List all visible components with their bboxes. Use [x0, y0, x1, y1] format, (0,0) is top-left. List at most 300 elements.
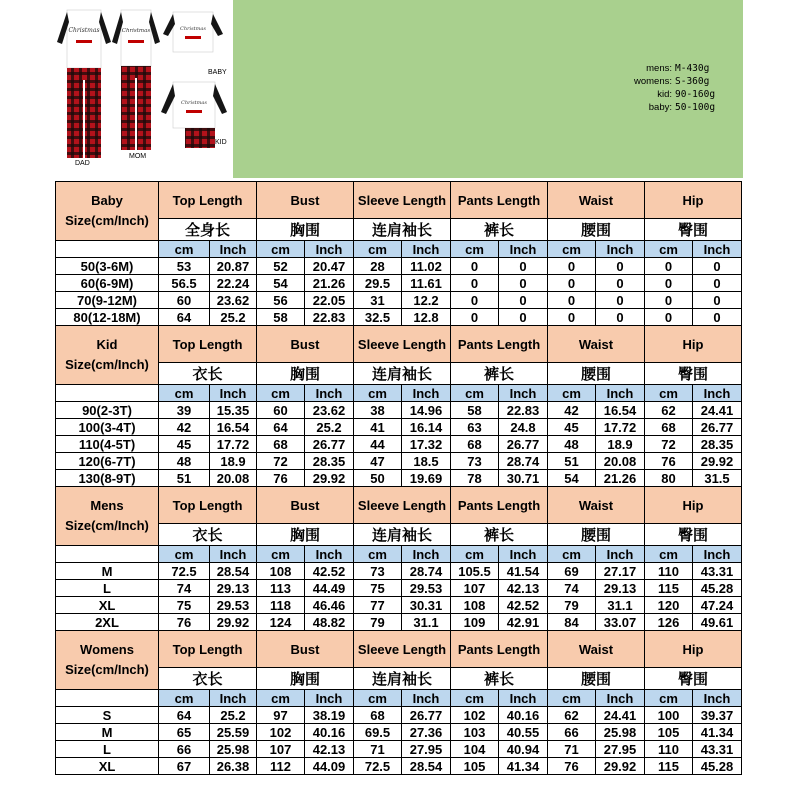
size-label: 90(2-3T) [56, 402, 159, 419]
unit-label: cm [354, 690, 402, 707]
measurement-value: 45.28 [693, 580, 742, 597]
weight-value: S-360g [675, 76, 710, 87]
unit-row-spacer [56, 241, 159, 258]
measurement-value: 97 [257, 707, 305, 724]
measurement-value: 102 [451, 707, 499, 724]
measurement-value: 0 [451, 258, 499, 275]
measurement-value: 69 [548, 563, 596, 580]
measurement-value: 66 [548, 724, 596, 741]
unit-label: cm [257, 241, 305, 258]
measurement-value: 21.26 [305, 275, 354, 292]
measurement-value: 0 [451, 275, 499, 292]
measurement-value: 0 [499, 292, 548, 309]
column-header: Waist [548, 631, 645, 668]
measurement-value: 73 [354, 563, 402, 580]
size-label: L [56, 580, 159, 597]
measurement-value: 40.16 [499, 707, 548, 724]
unit-label: cm [257, 690, 305, 707]
measurement-value: 42 [548, 402, 596, 419]
table-row [56, 580, 742, 597]
dad-shirt-print: Christmas [68, 27, 100, 34]
size-label: M [56, 563, 159, 580]
measurement-value: 126 [645, 614, 693, 631]
unit-label: Inch [210, 385, 257, 402]
measurement-value: 0 [693, 292, 742, 309]
measurement-value: 68 [257, 436, 305, 453]
table-row [56, 741, 742, 758]
column-header: Waist [548, 326, 645, 363]
measurement-value: 22.24 [210, 275, 257, 292]
size-label: M [56, 724, 159, 741]
unit-label: Inch [499, 385, 548, 402]
unit-label: cm [354, 385, 402, 402]
measurement-value: 50 [354, 470, 402, 487]
baby-category-label [56, 182, 159, 241]
unit-label: cm [645, 690, 693, 707]
measurement-value: 29.53 [210, 597, 257, 614]
measurement-value: 76 [645, 453, 693, 470]
chinese-column-label: 衣长 [159, 668, 257, 690]
measurement-value: 25.2 [210, 707, 257, 724]
measurement-value: 69.5 [354, 724, 402, 741]
mom-label: MOM [129, 153, 147, 160]
mom-shirt-print: Christmas [121, 28, 151, 34]
unit-label: Inch [596, 690, 645, 707]
measurement-value: 20.87 [210, 258, 257, 275]
measurement-value: 14.96 [402, 402, 451, 419]
measurement-value: 124 [257, 614, 305, 631]
weight-list [634, 62, 735, 114]
measurement-value: 103 [451, 724, 499, 741]
measurement-value: 26.77 [693, 419, 742, 436]
category-line: Size(cm/Inch) [65, 662, 149, 677]
measurement-value: 115 [645, 580, 693, 597]
weight-row-baby: baby : 50-100g [634, 101, 735, 114]
measurement-value: 75 [354, 580, 402, 597]
measurement-value: 79 [548, 597, 596, 614]
kid-chinese-label-row [56, 363, 742, 385]
baby-shirt-print: Christmas [180, 26, 206, 32]
unit-label: cm [159, 690, 210, 707]
measurement-value: 40.94 [499, 741, 548, 758]
measurement-value: 17.72 [596, 419, 645, 436]
measurement-value: 107 [257, 741, 305, 758]
chinese-column-label: 裤长 [451, 363, 548, 385]
table-row [56, 436, 742, 453]
measurement-value: 42.52 [499, 597, 548, 614]
measurement-value: 41 [354, 419, 402, 436]
unit-row-spacer [56, 546, 159, 563]
chinese-column-label: 胸围 [257, 524, 354, 546]
column-header: Top Length [159, 487, 257, 524]
column-header: Pants Length [451, 326, 548, 363]
chinese-column-label: 连肩袖长 [354, 219, 451, 241]
unit-row-spacer [56, 385, 159, 402]
chinese-column-label: 胸围 [257, 219, 354, 241]
measurement-value: 25.2 [305, 419, 354, 436]
measurement-value: 107 [451, 580, 499, 597]
womens-unit-row [56, 690, 742, 707]
category-line: Kid [96, 337, 118, 352]
table-row [56, 758, 742, 775]
column-header: Sleeve Length [354, 326, 451, 363]
chinese-column-label: 胸围 [257, 363, 354, 385]
table-row [56, 402, 742, 419]
measurement-value: 29.92 [596, 758, 645, 775]
chinese-column-label: 臀围 [645, 668, 742, 690]
measurement-value: 79 [354, 614, 402, 631]
measurement-value: 39 [159, 402, 210, 419]
dad-figure [57, 10, 111, 158]
measurement-value: 18.5 [402, 453, 451, 470]
size-label: XL [56, 758, 159, 775]
unit-label: cm [159, 546, 210, 563]
measurement-value: 53 [159, 258, 210, 275]
unit-label: cm [451, 690, 499, 707]
measurement-value: 0 [548, 258, 596, 275]
measurement-value: 18.9 [210, 453, 257, 470]
column-header: Pants Length [451, 487, 548, 524]
size-label: S [56, 707, 159, 724]
unit-label: cm [451, 241, 499, 258]
measurement-value: 48 [159, 453, 210, 470]
weight-row-womens: womens : S-360g [634, 75, 735, 88]
measurement-value: 20.47 [305, 258, 354, 275]
measurement-value: 73 [451, 453, 499, 470]
unit-label: Inch [596, 241, 645, 258]
measurement-value: 71 [354, 741, 402, 758]
weight-value: 90-160g [675, 89, 716, 100]
weight-row-mens: mens : M-430g [634, 62, 735, 75]
measurement-value: 0 [645, 275, 693, 292]
womens-category-label [56, 631, 159, 690]
measurement-value: 104 [451, 741, 499, 758]
column-header: Waist [548, 487, 645, 524]
measurement-value: 47 [354, 453, 402, 470]
measurement-value: 18.9 [596, 436, 645, 453]
chinese-column-label: 衣长 [159, 524, 257, 546]
measurement-value: 41.34 [693, 724, 742, 741]
measurement-value: 21.26 [596, 470, 645, 487]
measurement-value: 62 [548, 707, 596, 724]
unit-label: Inch [402, 241, 451, 258]
family-pajamas-illustration [55, 0, 233, 178]
measurement-value: 76 [159, 614, 210, 631]
measurement-value: 29.53 [402, 580, 451, 597]
unit-label: cm [645, 241, 693, 258]
chinese-column-label: 腰围 [548, 363, 645, 385]
measurement-value: 44 [354, 436, 402, 453]
size-label: 80(12-18M) [56, 309, 159, 326]
measurement-value: 105 [451, 758, 499, 775]
measurement-value: 49.61 [693, 614, 742, 631]
chinese-column-label: 连肩袖长 [354, 363, 451, 385]
size-label: 50(3-6M) [56, 258, 159, 275]
column-header: Bust [257, 631, 354, 668]
table-row [56, 597, 742, 614]
measurement-value: 0 [451, 309, 499, 326]
measurement-value: 56 [257, 292, 305, 309]
measurement-value: 105.5 [451, 563, 499, 580]
chinese-column-label: 臀围 [645, 219, 742, 241]
measurement-value: 48.82 [305, 614, 354, 631]
size-chart-table [55, 181, 742, 775]
column-header: Hip [645, 326, 742, 363]
measurement-value: 74 [159, 580, 210, 597]
measurement-value: 0 [451, 292, 499, 309]
size-label: L [56, 741, 159, 758]
column-header: Waist [548, 182, 645, 219]
measurement-value: 40.55 [499, 724, 548, 741]
measurement-value: 0 [645, 258, 693, 275]
unit-label: cm [548, 690, 596, 707]
measurement-value: 102 [257, 724, 305, 741]
measurement-value: 0 [596, 275, 645, 292]
measurement-value: 0 [596, 292, 645, 309]
measurement-value: 118 [257, 597, 305, 614]
measurement-value: 0 [645, 292, 693, 309]
measurement-value: 72 [257, 453, 305, 470]
mens-unit-row [56, 546, 742, 563]
measurement-value: 66 [159, 741, 210, 758]
measurement-value: 20.08 [596, 453, 645, 470]
unit-label: Inch [693, 546, 742, 563]
measurement-value: 28.74 [499, 453, 548, 470]
measurement-value: 0 [693, 258, 742, 275]
measurement-value: 26.77 [499, 436, 548, 453]
weight-name: mens [646, 63, 670, 74]
measurement-value: 46.46 [305, 597, 354, 614]
dad-label: DAD [75, 160, 90, 167]
baby-chinese-label-row [56, 219, 742, 241]
measurement-value: 16.54 [596, 402, 645, 419]
unit-label: Inch [210, 546, 257, 563]
table-row [56, 470, 742, 487]
column-header: Sleeve Length [354, 487, 451, 524]
unit-label: cm [451, 546, 499, 563]
measurement-value: 68 [354, 707, 402, 724]
measurement-value: 29.13 [210, 580, 257, 597]
chinese-column-label: 裤长 [451, 668, 548, 690]
weight-name: baby [648, 102, 670, 113]
womens-header-row [56, 631, 742, 668]
measurement-value: 29.92 [693, 453, 742, 470]
measurement-value: 42.52 [305, 563, 354, 580]
chinese-column-label: 衣长 [159, 363, 257, 385]
measurement-value: 43.31 [693, 563, 742, 580]
measurement-value: 12.2 [402, 292, 451, 309]
table-row [56, 707, 742, 724]
category-line: Size(cm/Inch) [65, 518, 149, 533]
family-pajamas-photo [55, 0, 233, 178]
category-line: Size(cm/Inch) [65, 357, 149, 372]
chinese-column-label: 连肩袖长 [354, 668, 451, 690]
mens-chinese-label-row [56, 524, 742, 546]
measurement-value: 28.35 [305, 453, 354, 470]
size-label: 100(3-4T) [56, 419, 159, 436]
measurement-value: 67 [159, 758, 210, 775]
measurement-value: 31.5 [693, 470, 742, 487]
unit-label: Inch [305, 690, 354, 707]
measurement-value: 0 [645, 309, 693, 326]
measurement-value: 27.95 [596, 741, 645, 758]
measurement-value: 42.91 [499, 614, 548, 631]
kid-category-label [56, 326, 159, 385]
size-label: 110(4-5T) [56, 436, 159, 453]
womens-chinese-label-row [56, 668, 742, 690]
kid-header-row [56, 326, 742, 363]
measurement-value: 63 [451, 419, 499, 436]
unit-label: cm [451, 385, 499, 402]
measurement-value: 115 [645, 758, 693, 775]
unit-label: cm [548, 385, 596, 402]
measurement-value: 27.95 [402, 741, 451, 758]
unit-label: Inch [305, 385, 354, 402]
measurement-value: 45.28 [693, 758, 742, 775]
category-line: Womens [80, 642, 134, 657]
table-row [56, 292, 742, 309]
measurement-value: 120 [645, 597, 693, 614]
mom-figure [112, 10, 160, 150]
measurement-value: 109 [451, 614, 499, 631]
measurement-value: 39.37 [693, 707, 742, 724]
unit-label: cm [354, 241, 402, 258]
size-label: 70(9-12M) [56, 292, 159, 309]
measurement-value: 72.5 [159, 563, 210, 580]
measurement-value: 16.14 [402, 419, 451, 436]
measurement-value: 28.54 [210, 563, 257, 580]
measurement-value: 41.54 [499, 563, 548, 580]
measurement-value: 29.92 [305, 470, 354, 487]
chinese-column-label: 胸围 [257, 668, 354, 690]
category-line: Mens [90, 498, 124, 513]
measurement-value: 19.69 [402, 470, 451, 487]
table-row [56, 563, 742, 580]
measurement-value: 76 [548, 758, 596, 775]
measurement-value: 26.77 [305, 436, 354, 453]
measurement-value: 80 [645, 470, 693, 487]
chinese-column-label: 腰围 [548, 668, 645, 690]
table-row [56, 614, 742, 631]
measurement-value: 17.32 [402, 436, 451, 453]
measurement-value: 84 [548, 614, 596, 631]
measurement-value: 24.41 [596, 707, 645, 724]
column-header: Hip [645, 487, 742, 524]
weight-row-kid: kid : 90-160g [634, 88, 735, 101]
kid-shirt-print: Christmas [181, 100, 207, 106]
measurement-value: 51 [548, 453, 596, 470]
measurement-value: 27.36 [402, 724, 451, 741]
mens-header-row [56, 487, 742, 524]
measurement-value: 31 [354, 292, 402, 309]
measurement-value: 110 [645, 741, 693, 758]
measurement-value: 58 [451, 402, 499, 419]
table-row [56, 258, 742, 275]
measurement-value: 78 [451, 470, 499, 487]
measurement-value: 22.05 [305, 292, 354, 309]
unit-label: cm [645, 546, 693, 563]
measurement-value: 58 [257, 309, 305, 326]
size-label: 120(6-7T) [56, 453, 159, 470]
measurement-value: 27.17 [596, 563, 645, 580]
measurement-value: 45 [159, 436, 210, 453]
unit-label: Inch [499, 241, 548, 258]
measurement-value: 22.83 [499, 402, 548, 419]
unit-label: Inch [499, 546, 548, 563]
size-label: 130(8-9T) [56, 470, 159, 487]
category-line: Size(cm/Inch) [65, 213, 149, 228]
unit-label: Inch [596, 385, 645, 402]
measurement-value: 74 [548, 580, 596, 597]
measurement-value: 72 [645, 436, 693, 453]
measurement-value: 22.83 [305, 309, 354, 326]
unit-label: Inch [596, 546, 645, 563]
measurement-value: 41.34 [499, 758, 548, 775]
measurement-value: 112 [257, 758, 305, 775]
column-header: Hip [645, 182, 742, 219]
measurement-value: 11.61 [402, 275, 451, 292]
unit-label: cm [159, 241, 210, 258]
measurement-value: 68 [451, 436, 499, 453]
chinese-column-label: 腰围 [548, 524, 645, 546]
measurement-value: 44.49 [305, 580, 354, 597]
chinese-column-label: 全身长 [159, 219, 257, 241]
measurement-value: 113 [257, 580, 305, 597]
measurement-value: 40.16 [305, 724, 354, 741]
weight-value: M-430g [675, 63, 710, 74]
measurement-value: 60 [257, 402, 305, 419]
unit-label: cm [159, 385, 210, 402]
measurement-value: 54 [257, 275, 305, 292]
baby-header-row [56, 182, 742, 219]
size-label: 2XL [56, 614, 159, 631]
measurement-value: 42.13 [305, 741, 354, 758]
measurement-value: 51 [159, 470, 210, 487]
unit-label: Inch [402, 385, 451, 402]
kid-label: KID [215, 139, 227, 146]
measurement-value: 29.5 [354, 275, 402, 292]
measurement-value: 28.35 [693, 436, 742, 453]
measurement-value: 23.62 [305, 402, 354, 419]
column-header: Sleeve Length [354, 182, 451, 219]
table-row [56, 275, 742, 292]
chinese-column-label: 裤长 [451, 524, 548, 546]
measurement-value: 12.8 [402, 309, 451, 326]
unit-row-spacer [56, 690, 159, 707]
chinese-column-label: 连肩袖长 [354, 524, 451, 546]
measurement-value: 72.5 [354, 758, 402, 775]
measurement-value: 23.62 [210, 292, 257, 309]
measurement-value: 24.8 [499, 419, 548, 436]
measurement-value: 54 [548, 470, 596, 487]
measurement-value: 30.31 [402, 597, 451, 614]
mens-category-label [56, 487, 159, 546]
measurement-value: 108 [451, 597, 499, 614]
measurement-value: 30.71 [499, 470, 548, 487]
measurement-value: 77 [354, 597, 402, 614]
unit-label: cm [548, 241, 596, 258]
baby-unit-row [56, 241, 742, 258]
measurement-value: 17.72 [210, 436, 257, 453]
measurement-value: 25.59 [210, 724, 257, 741]
measurement-value: 25.98 [210, 741, 257, 758]
size-label: 60(6-9M) [56, 275, 159, 292]
baby-label: BABY [208, 69, 227, 76]
column-header: Top Length [159, 182, 257, 219]
measurement-value: 110 [645, 563, 693, 580]
measurement-value: 26.77 [402, 707, 451, 724]
column-header: Hip [645, 631, 742, 668]
